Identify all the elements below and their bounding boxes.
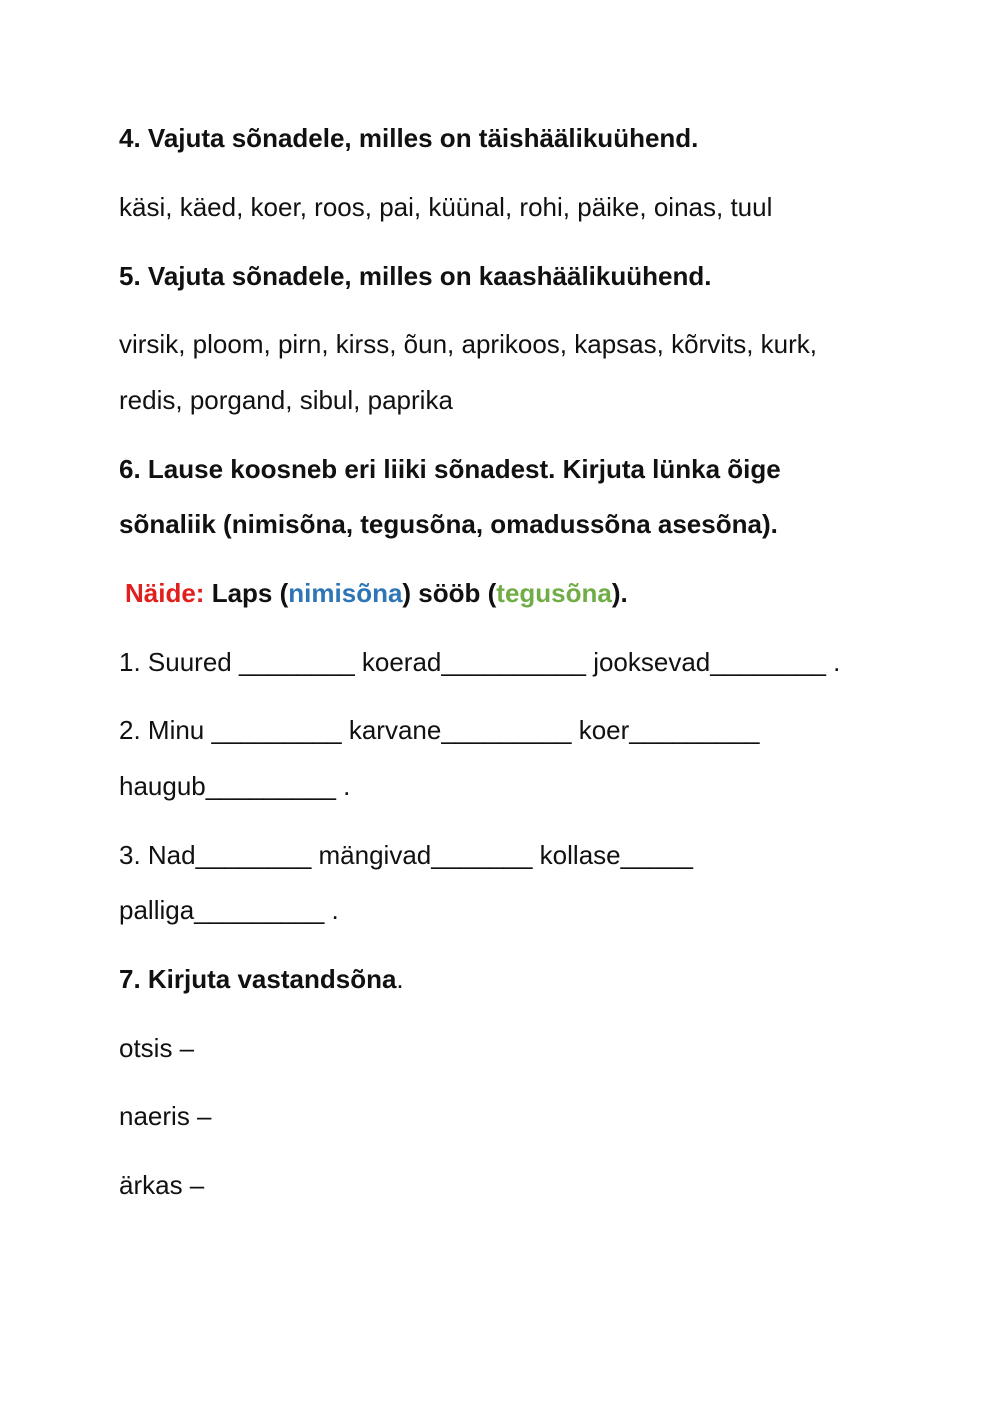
q6-sentence-1[interactable]: 1. Suured ________ koerad__________ jooksevad________ . — [119, 647, 841, 677]
q4-word[interactable]: päike — [577, 192, 640, 222]
q7-title — [119, 964, 404, 994]
example-noun: nimisõna — [288, 578, 403, 608]
q6-title-line2: sõnaliik (nimisõna, tegusõna, omadussõna asesõna). — [119, 509, 778, 539]
q6-sentence-2[interactable]: 2. Minu _________ karvane_________ koer_________ — [119, 715, 760, 745]
q6-sentence-3[interactable]: 3. Nad________ mängivad_______ kollase_____ — [119, 840, 693, 870]
q5-word-list-line1: virsik, ploom, pirn, kirss, õun, aprikoos, kapsas, kõrvits, kurk, — [119, 329, 818, 359]
q5-word[interactable]: kapsas — [574, 329, 657, 359]
q4-title: 4. Vajuta sõnadele, milles on täishäälikuühend. — [119, 123, 699, 153]
q6-example — [125, 578, 628, 608]
q5-title: 5. Vajuta sõnadele, milles on kaashäälikuühend. — [119, 261, 712, 291]
q4-word[interactable]: koer — [250, 192, 300, 222]
q6-title-line1: 6. Lause koosneb eri liiki sõnadest. Kirjuta lünka õige — [119, 454, 781, 484]
q7-item[interactable]: naeris – — [119, 1101, 212, 1131]
q4-word[interactable]: küünal — [428, 192, 505, 222]
q4-word[interactable]: käsi — [119, 192, 166, 222]
example-label: Näide: — [125, 578, 205, 608]
q5-word[interactable]: kirss — [335, 329, 390, 359]
example-verb: tegusõna — [496, 578, 612, 608]
q7-item[interactable]: otsis – — [119, 1033, 195, 1063]
q5-word[interactable]: pirn — [277, 329, 322, 359]
q7-item[interactable]: ärkas – — [119, 1170, 205, 1200]
q5-word[interactable]: ploom — [192, 329, 264, 359]
q5-word[interactable]: porgand — [189, 385, 286, 415]
q4-word[interactable]: oinas — [653, 192, 716, 222]
q7-title-text: 7. Kirjuta vastandsõna — [119, 964, 397, 994]
q5-word[interactable]: kurk — [760, 329, 810, 359]
q6-sentence-3-cont[interactable]: palliga_________ . — [119, 895, 339, 925]
example-text: Laps ( — [211, 578, 289, 608]
q5-word[interactable]: kõrvits — [671, 329, 747, 359]
example-text: ) sööb ( — [402, 578, 497, 608]
q7-title-period: . — [396, 964, 404, 994]
q5-word[interactable]: paprika — [367, 385, 453, 415]
q5-word[interactable]: virsik — [119, 329, 179, 359]
example-text: ). — [611, 578, 628, 608]
q5-word[interactable]: sibul — [299, 385, 354, 415]
q6-sentence-2-cont[interactable]: haugub_________ . — [119, 771, 351, 801]
q5-word[interactable]: redis — [119, 385, 176, 415]
q5-word-list-line2: redis, porgand, sibul, paprika — [119, 385, 453, 415]
q4-word[interactable]: roos — [314, 192, 365, 222]
q5-word[interactable]: õun — [403, 329, 448, 359]
q4-word-list: käsi, käed, koer, roos, pai, küünal, rohi, päike, oinas, tuul — [119, 192, 773, 222]
q4-word[interactable]: rohi — [519, 192, 563, 222]
q4-word[interactable]: pai — [379, 192, 414, 222]
q4-word[interactable]: tuul — [730, 192, 773, 222]
q4-word[interactable]: käed — [179, 192, 237, 222]
q5-word[interactable]: aprikoos — [461, 329, 560, 359]
